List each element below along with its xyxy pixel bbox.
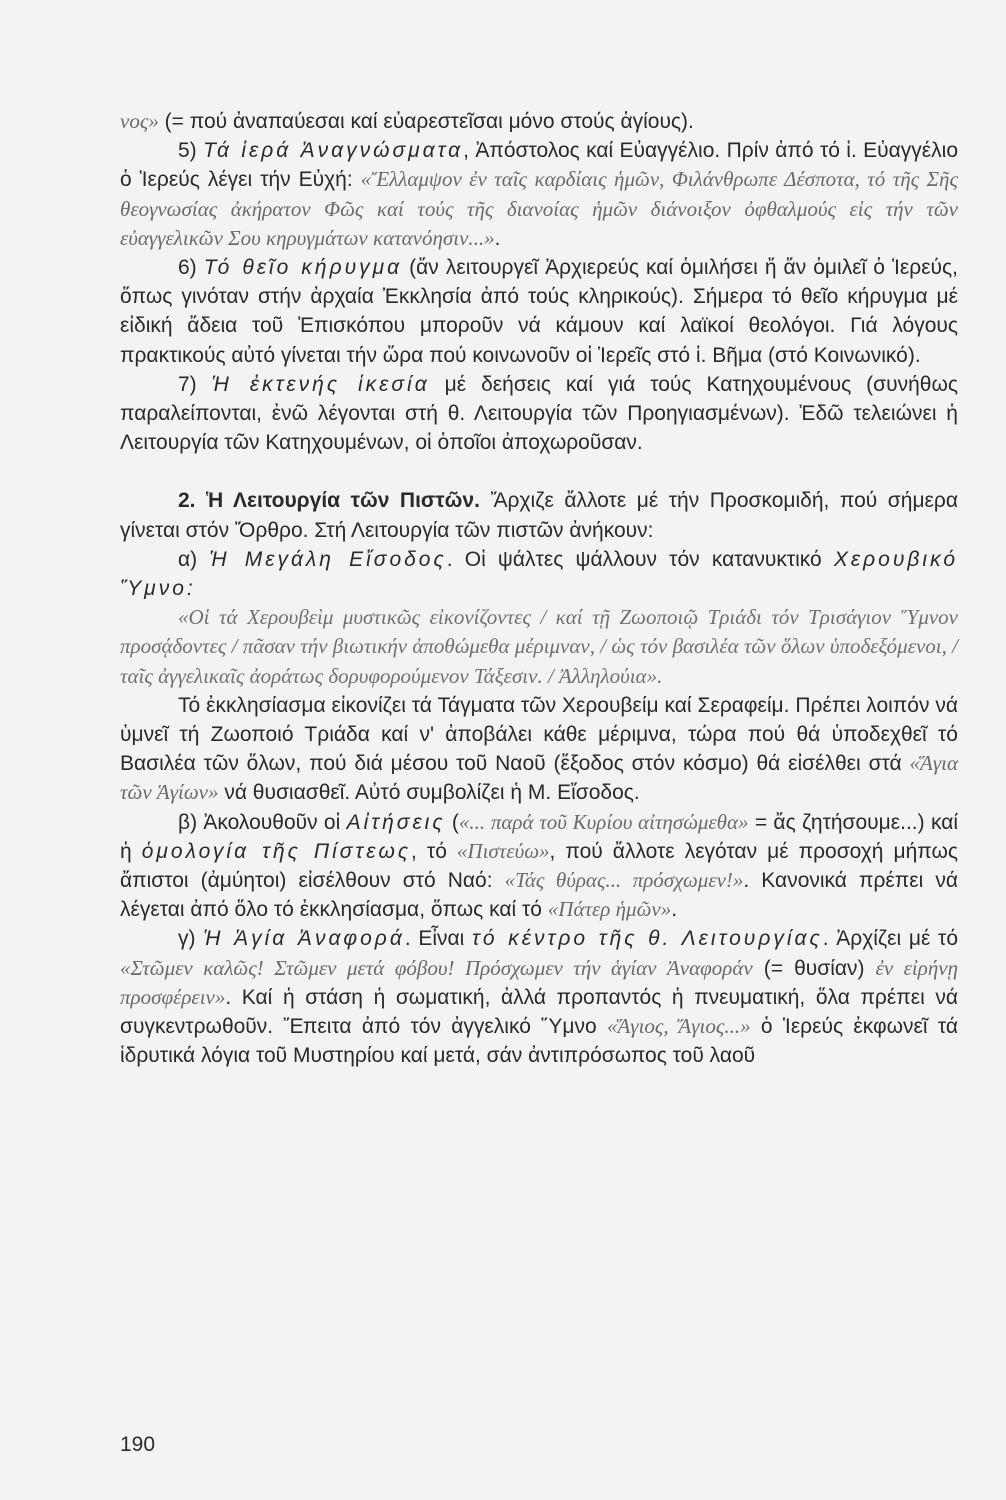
text-run: (= πού ἀναπαύεσαι καί εὐαρεστεῖσαι μόνο στούς ἁγίους). <box>158 110 694 133</box>
text-run: . Εἶναι <box>404 927 473 951</box>
paragraph-anaphora <box>120 924 958 1070</box>
text-run: , Ἀπόστολος καί Εὐαγγέλιο. Πρίν ἀπό τό ἱ. Εὐαγγέλιο ὁ Ἱερεύς λέγει τήν Εὐχή: <box>120 139 959 192</box>
quote: «Στῶμεν καλῶς! Στῶμεν μετά φόβου! Πρόσχωμεν τήν ἁγίαν Ἀναφοράν <box>120 955 753 980</box>
section-term: Αἰτήσεις <box>346 810 446 834</box>
item-number: α) <box>178 547 210 571</box>
item-number: 6) <box>178 256 204 280</box>
paragraph-petitions <box>120 808 958 925</box>
item-number: γ) <box>178 927 204 951</box>
quote: ἐν εἰρήνῃ προσφέρειν» <box>120 955 958 1009</box>
text-run: νά θυσιασθεῖ. Αὐτό συμβολίζει ἡ Μ. Εἴσοδος. <box>218 781 640 805</box>
paragraph-sermon <box>120 253 958 370</box>
cherubic-hymn-verse: «Οἱ τά Χερουβεὶμ μυστικῶς εἰκονίζοντες / καί τῇ Ζωοποιῷ Τριάδι τόν Τρισάγιον Ὕμνον προσᾴδοντες / πᾶσαν τήν βιωτικήν ἀποθώμεθα μέριμναν, / ὡς τόν βασιλέα τῶν ὅλων ὑποδεξόμενοι, / ταῖς ἀγγελικαῖς ἀοράτως δορυφορούμενον Τάξεσιν. / Ἀλληλούια». <box>120 605 958 688</box>
section-term: Ἡ Μεγάλη Εἴσοδος <box>209 547 447 571</box>
paragraph-readings <box>120 136 958 253</box>
text-run: Ἄρχιζε ἄλλοτε μέ τήν Προσκομιδή, πού σήμερα γίνεται στόν Ὄρθρο. Στή Λειτουργία τῶν πιστῶν ἀνήκουν: <box>120 489 958 542</box>
text-run: , τό <box>411 839 457 863</box>
quote: «... παρά τοῦ Κυρίου αἰτησώμεθα» <box>458 809 749 834</box>
paragraph-faithful-liturgy <box>120 486 958 544</box>
text-run: Τό ἐκκλησίασμα εἰκονίζει τά Τάγματα τῶν Χερουβείμ καί Σεραφείμ. Πρέπει λοιπόν νά ὑμνεῖ τή Ζωοποιό Τριάδα καί ν' ἀποβάλει κάθε μέριμνα, τώρα πού θά ὑποδεχθεῖ τό Βασιλέα τῶν ὅλων, πού διά μέσου τοῦ Ναοῦ (ἔξοδος στόν κόσμο) θά εἰσέλθει στά <box>120 693 958 776</box>
section-term: ὁμολογία τῆς Πίστεως <box>141 839 412 863</box>
text-run: . Κανονικά πρέπει νά λέγεται ἀπό ὅλο τό ἐκκλησίασμα, ὅπως καί τό <box>120 869 958 922</box>
text-run: . <box>494 226 501 250</box>
item-number: 5) <box>178 139 204 163</box>
text-run: . Οἱ ψάλτες ψάλλουν τόν κατανυκτικό <box>446 547 834 571</box>
section-term: Ἡ ἐκτενής ἱκεσία <box>211 372 430 396</box>
text-run: . Καί ἡ στάση ἡ σωματική, ἀλλά προπαντός ἡ πνευματική, ὅλα πρέπει νά συγκεντρωθοῦν. Ἔπειτα ἀπό τόν ἀγγελικό Ὕμνο <box>120 985 958 1039</box>
text-run: (= θυσίαν) <box>752 956 876 980</box>
body-text <box>120 107 958 1071</box>
quote: «Πάτερ ἡμῶν» <box>547 897 672 922</box>
quote: «Ἅγια τῶν Ἁγίων» <box>120 751 958 805</box>
prayer-quote: «Ἔλλαμψον ἐν ταῖς καρδίαις ἡμῶν, Φιλάνθρωπε Δέσποτα, τό τῆς Σῆς θεογνωσίας ἀκήρατον Φῶς καί τούς τῆς διανοίας ἡμῶν διάνοιξον ὀφθαλμούς εἰς τήν τῶν εὐαγγελικῶν Σου κηρυγμάτων κατανόησιν...» <box>120 167 958 250</box>
section-term: Τά ἱερά Ἀναγνώσματα <box>203 139 464 163</box>
item-number: 7) <box>178 372 212 396</box>
italic-fragment: νος» <box>120 109 159 133</box>
text-run: ὁ Ἱερεύς ἐκφωνεῖ τά ἱδρυτικά λόγια τοῦ Μυστηρίου καί μετά, σάν ἀντιπρόσωπος τοῦ λαοῦ <box>120 1015 958 1068</box>
section-term: Ἡ Ἁγία Ἀναφορά <box>203 927 405 951</box>
section-term: τό κέντρο τῆς θ. Λειτουργίας <box>472 927 823 951</box>
section-term: Χερουβικό Ὕμνο: <box>120 547 958 601</box>
section-heading: 2. Ἡ Λειτουργία τῶν Πιστῶν. <box>178 489 480 513</box>
quote: «Ἅγιος, Ἅγιος...» <box>606 1014 751 1039</box>
text-run: β) Ἀκολουθοῦν οἱ <box>178 810 347 834</box>
paragraph-litany <box>120 370 958 458</box>
paragraph-great-entrance <box>120 545 958 603</box>
text-run: ( <box>445 810 459 834</box>
text-run: = ἄς ζητήσουμε...) καί ἡ <box>120 810 958 863</box>
paragraph-congregation <box>120 691 958 808</box>
quote: «Πιστεύω» <box>456 838 550 863</box>
paragraph-continuation <box>120 107 958 136</box>
text-run: (ἄν λειτουργεῖ Ἀρχιερεύς καί ὁμιλήσει ἤ ἄν ὁμιλεῖ ὁ Ἱερεύς, ὅπως γινόταν στήν ἀρχαία Ἐκκλησία ἀπό τούς κληρικούς). Σήμερα τό θεῖο κήρυγμα μέ εἰδική ἄδεια τοῦ Ἐπισκόπου μποροῦν νά κάμουν καί λαϊκοί θεολόγοι. Γιά λόγους πρακτικούς αὐτό γίνεται τήν ὥρα πού κοινωνοῦν οἱ Ἱερεῖς στό ἱ. Βῆμα (στό Κοινωνικό). <box>120 256 958 367</box>
text-run: , πού ἄλλοτε λεγόταν μέ προσοχή μήπως ἄπιστοι (ἀμύητοι) εἰσέλθουν στό Ναό: <box>120 839 959 893</box>
quote: «Τάς θύρας... πρόσχωμεν!» <box>504 868 744 893</box>
page-number: 190 <box>120 1433 156 1456</box>
text-run: μέ δεήσεις καί γιά τούς Κατηχουμένους (συνήθως παραλείπονται, ἐνῶ λέγονται στή θ. Λειτουργία τῶν Προηγιασμένων). Ἐδῶ τελειώνει ἡ Λειτουργία τῶν Κατηχουμένων, οἱ ὁποῖοι ἀποχωροῦσαν. <box>120 372 958 455</box>
text-run: . Ἀρχίζει μέ τό <box>822 927 959 951</box>
text-run: . <box>671 898 678 922</box>
section-term: Τό θεῖο κήρυγμα <box>203 256 403 280</box>
